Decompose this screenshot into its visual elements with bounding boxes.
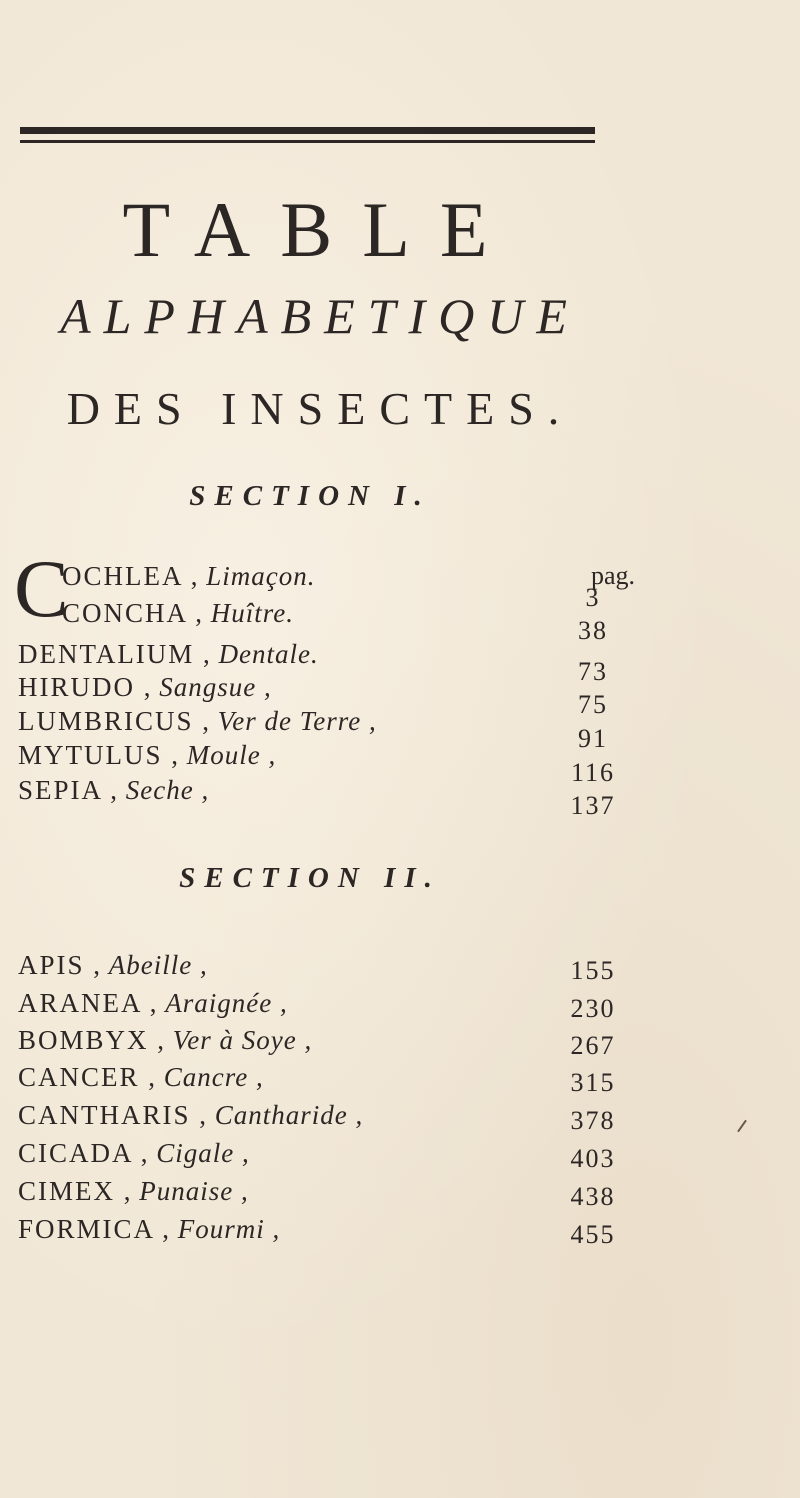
entry-french-name: Seche , (125, 775, 210, 805)
entry-page-number: 455 (570, 1220, 616, 1249)
index-entry (18, 1100, 638, 1140)
page-subtitle-2: DES INSECTES. (66, 383, 574, 434)
entry-french-name: Dentale. (218, 639, 319, 669)
index-entry (62, 561, 638, 612)
entry-latin-name: ARANEA , (18, 988, 159, 1018)
index-entry (18, 1214, 638, 1254)
header-rule-thin (20, 140, 595, 143)
page-abbreviation: pag. (590, 561, 636, 590)
page-title: TABLE (122, 186, 518, 273)
entry-page-number: 378 (570, 1106, 616, 1135)
ink-mark (737, 1120, 747, 1133)
entry-french-name: Ver de Terre , (217, 706, 377, 736)
index-entry (18, 988, 638, 1028)
entry-french-name: Punaise , (139, 1176, 249, 1206)
entry-french-name: Fourmi , (177, 1214, 281, 1244)
entry-latin-name: LUMBRICUS , (18, 706, 212, 736)
entry-page-number: 155 (570, 956, 616, 985)
index-entry (18, 740, 638, 787)
entry-page-number: 73 (578, 657, 608, 686)
entry-page-number: 403 (570, 1144, 616, 1173)
header-rule-thick (20, 127, 595, 134)
drop-cap: C (14, 543, 69, 634)
entry-page-number: 230 (570, 994, 616, 1023)
index-entry (18, 775, 638, 820)
entry-french-name: Cantharide , (214, 1100, 364, 1130)
entry-french-name: Huître. (210, 598, 295, 628)
entry-page-number: 267 (570, 1031, 616, 1060)
entry-latin-name: CIMEX , (18, 1176, 133, 1206)
entry-page-number: 137 (570, 791, 616, 820)
entry-french-name: Moule , (186, 740, 277, 770)
index-entry (18, 1025, 638, 1065)
entry-page-number: 91 (578, 724, 608, 753)
index-entry (62, 598, 638, 645)
entry-french-name: Cancre , (163, 1062, 264, 1092)
entry-latin-name: CANCER , (18, 1062, 158, 1092)
index-entry (18, 1176, 638, 1216)
entry-page-number: 38 (578, 616, 608, 645)
entry-latin-name: BOMBYX , (18, 1025, 167, 1055)
index-entry (18, 1138, 638, 1178)
entry-latin-name: SEPIA , (18, 775, 120, 805)
entry-french-name: Cigale , (156, 1138, 250, 1168)
entry-french-name: Ver à Soye , (172, 1025, 313, 1055)
page-subtitle: ALPHABETIQUE (60, 288, 580, 344)
entry-page-number: 116 (570, 758, 616, 787)
index-entry (18, 950, 638, 990)
entry-page-number: 438 (570, 1182, 616, 1211)
entry-latin-name: MYTULUS , (18, 740, 181, 770)
entry-latin-name: DENTALIUM , (18, 639, 212, 669)
entry-page-number: 3 (585, 583, 601, 612)
entry-latin-name: APIS , (18, 950, 103, 980)
index-entry (18, 1062, 638, 1102)
entry-latin-name: CICADA , (18, 1138, 150, 1168)
entry-french-name: Limaçon. (206, 561, 316, 591)
entry-latin-name: CONCHA , (62, 598, 205, 628)
section-heading-1: SECTION I. (189, 480, 431, 512)
entry-page-number: 315 (570, 1068, 616, 1097)
entry-latin-name: CANTHARIS , (18, 1100, 209, 1130)
entry-french-name: Araignée , (165, 988, 288, 1018)
entry-french-name: Abeille , (108, 950, 208, 980)
entry-latin-name: HIRUDO , (18, 672, 153, 702)
entry-page-number: 75 (578, 690, 608, 719)
entry-latin-name: FORMICA , (18, 1214, 172, 1244)
entry-french-name: Sangsue , (159, 672, 272, 702)
section-heading-2: SECTION II. (179, 862, 441, 894)
entry-latin-name: OCHLEA , (62, 561, 200, 591)
